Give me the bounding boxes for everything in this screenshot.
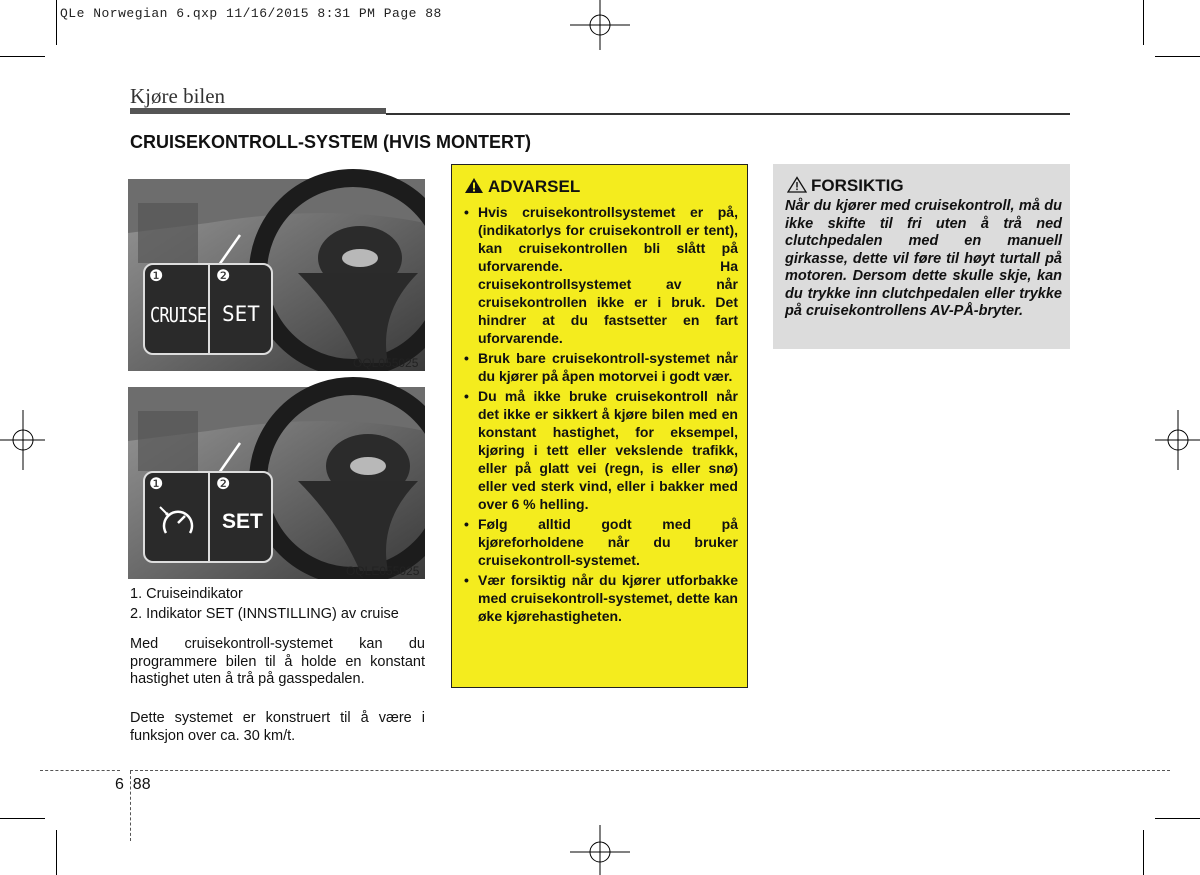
figure-a-code: OQL055025 <box>353 356 419 370</box>
cruise-speedometer-icon <box>156 503 200 539</box>
warning-box <box>451 164 748 688</box>
marker-2: ❷ <box>216 268 231 285</box>
caution-triangle-icon <box>787 176 807 193</box>
button-divider <box>208 473 210 561</box>
cruise-button-label: CRUISE <box>150 303 207 327</box>
figure-a <box>128 163 425 371</box>
body-paragraph-2: Dette systemet er konstruert til å være i funksjon over ca. 30 km/t. <box>130 710 425 744</box>
caption-2: 2. Indikator SET (INNSTILLING) av cruise <box>130 606 399 622</box>
set-button-label: SET <box>222 510 263 533</box>
crop-mark <box>0 56 45 57</box>
caution-text: Når du kjører med cruisekontroll, må du ikke skifte til fri uten å trå ned clutchpedalen med en manuell girkasse, dette vil føre til høyt turtall på motoren. Dersom dette skulle skje, kan du trykke inn clutchpedalen eller trykke på cruisekontrollens AV-PÅ-bryter. <box>785 198 1062 319</box>
caution-heading: FORSIKTIG <box>787 176 904 196</box>
crop-mark <box>56 0 57 45</box>
crop-mark <box>1143 0 1144 45</box>
marker-1: ❶ <box>149 476 164 493</box>
figure-b <box>128 371 425 579</box>
warning-item: • Du må ikke bruke cruisekontroll når det ikke er sikkert å kjøre bilen med en konstant hastighet, for eksempel, kjøring i tett eller vekslende trafikk, eller på glatt vei (regn, is eller snø) eller ved sterk vind, eller i bakker med over 6 % helling. <box>460 387 738 513</box>
warning-item: • Bruk bare cruisekontroll-systemet når du kjører på åpen motorvei i godt vær. <box>460 349 738 385</box>
warning-list <box>460 203 738 627</box>
registration-mark <box>570 825 630 875</box>
warning-item: • Hvis cruisekontrollsystemet er på, (indikatorlys for cruisekontroll er tent), kan cruisekontrollen bli slått på uforvarende. Ha cruisekontrollsystemet av når cruisekontrollen ikke er i bruk. Det hindrer at du fastsetter en fart uforvarende. <box>460 203 738 347</box>
chapter-number: 6 <box>115 776 124 793</box>
warning-heading: ADVARSEL <box>464 177 580 197</box>
footer-rule-left <box>40 770 120 771</box>
registration-mark <box>0 410 45 470</box>
marker-2: ❷ <box>216 476 231 493</box>
section-title: CRUISEKONTROLL-SYSTEM (HVIS MONTERT) <box>130 132 531 152</box>
marker-1: ❶ <box>149 268 164 285</box>
warning-triangle-icon <box>464 177 484 194</box>
crop-mark <box>1155 818 1200 819</box>
caution-box <box>773 164 1070 349</box>
caption-1: 1. Cruiseindikator <box>130 586 243 602</box>
crop-mark <box>1143 830 1144 875</box>
figure-b-code: OQLE055025 <box>346 564 420 578</box>
warning-item: • Følg alltid godt med på kjøreforholdene når du bruker cruisekontroll-systemet. <box>460 515 738 569</box>
set-button-label: SET <box>222 302 260 326</box>
page-number <box>115 776 151 794</box>
crop-mark <box>56 830 57 875</box>
crop-mark <box>0 818 45 819</box>
warning-item: • Vær forsiktig når du kjører utforbakke med cruisekontroll-systemet, dette kan øke kjørehastigheten. <box>460 571 738 625</box>
registration-mark <box>1155 410 1200 470</box>
crop-mark <box>1155 56 1200 57</box>
chapter-title: Kjøre bilen <box>130 84 226 108</box>
print-slug: QLe Norwegian 6.qxp 11/16/2015 8:31 PM Page 88 <box>60 6 442 21</box>
header-rule-dark <box>130 108 386 114</box>
footer-rule <box>130 770 1170 771</box>
button-divider <box>208 265 210 353</box>
registration-mark <box>570 0 630 50</box>
header-rule <box>386 113 1070 115</box>
page-number-value: 88 <box>132 776 151 793</box>
body-paragraph-1: Med cruisekontroll-systemet kan du programmere bilen til å holde en konstant hastighet uten å trå på gasspedalen. <box>130 636 425 687</box>
